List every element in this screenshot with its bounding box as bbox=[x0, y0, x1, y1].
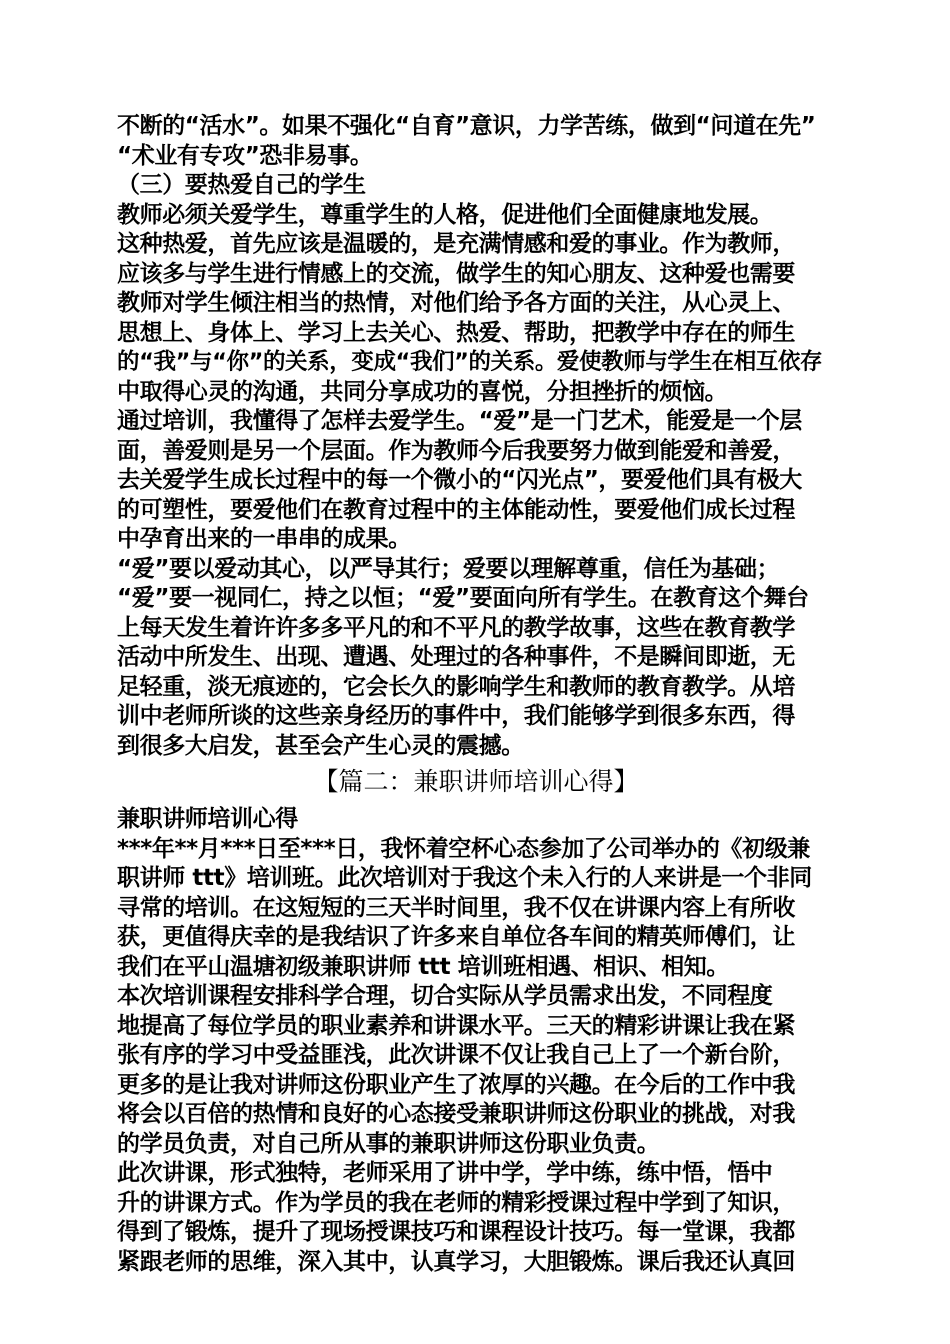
text-line: 获，更值得庆幸的是我结识了许多来自单位各车间的精英师傅们，让 bbox=[117, 924, 796, 950]
text-line: 这种热爱，首先应该是温暖的，是充满情感和爱的事业。作为教师， bbox=[117, 231, 796, 257]
text-line: 本次培训课程安排科学合理，切合实际从学员需求出发，不同程度 bbox=[117, 983, 773, 1009]
text-line: “爱”要以爱动其心，以严导其行；爱要以理解尊重，信任为基础； bbox=[117, 555, 780, 582]
text-line: 的学员负责，对自己所从事的兼职讲师这份职业负责。 bbox=[117, 1130, 660, 1157]
text-line: 应该多与学生进行情感上的交流，做学生的知心朋友、这种爱也需要 bbox=[117, 260, 796, 287]
text-line: 的“我”与“你”的关系，变成“我们”的关系。爱使教师与学生在相互依存 bbox=[117, 349, 823, 375]
document-page bbox=[117, 112, 835, 1277]
text-line: 张有序的学习中受益匪浅，此次讲课不仅让我自己上了一个新台阶， bbox=[117, 1042, 796, 1068]
text-line: 中取得心灵的沟通，共同分享成功的喜悦，分担挫折的烦恼。 bbox=[117, 378, 728, 405]
text-line: 面，善爱则是另一个层面。作为教师今后我要努力做到能爱和善爱， bbox=[117, 437, 796, 464]
text-line: 职讲师 ttt》培训班。此次培训对于我这个未入行的人来讲是一个非同 bbox=[117, 865, 812, 891]
text-line: “术业有专攻”恐非易事。 bbox=[117, 142, 373, 169]
part2-body bbox=[117, 805, 835, 1277]
text-line: 活动中所发生、出现、遭遇、处理过的各种事件，不是瞬间即逝，无 bbox=[117, 644, 796, 670]
text-line: 的可塑性，要爱他们在教育过程中的主体能动性，要爱他们成长过程 bbox=[117, 496, 796, 523]
section-subheading: （三）要热爱自己的学生 bbox=[117, 172, 366, 198]
text-line: 得到了锻炼，提升了现场授课技巧和课程设计技巧。每一堂课，我都 bbox=[117, 1219, 796, 1245]
text-line: 上每天发生着许许多多平凡的和不平凡的教学故事，这些在教育教学 bbox=[117, 614, 796, 641]
text-line: 地提高了每位学员的职业素养和讲课水平。三天的精彩讲课让我在紧 bbox=[117, 1012, 796, 1039]
text-line: 去关爱学生成长过程中的每一个微小的“闪光点”，要爱他们具有极大 bbox=[117, 467, 802, 493]
text-line: 我们在平山温塘初级兼职讲师 ttt 培训班相遇、相识、相知。 bbox=[117, 953, 729, 980]
text-line: 不断的“活水”。如果不强化“自育”意识，力学苦练，做到“问道在先” bbox=[117, 113, 816, 139]
text-line: 此次讲课，形式独特，老师采用了讲中学，学中练，练中悟，悟中 bbox=[117, 1160, 773, 1186]
article-title: 兼职讲师培训心得 bbox=[117, 806, 298, 832]
part1-body bbox=[117, 112, 835, 761]
text-line: 教师对学生倾注相当的热情，对他们给予各方面的关注，从心灵上、 bbox=[117, 290, 796, 316]
text-line: ***年**月***日至***日，我怀着空杯心态参加了公司举办的《初级兼 bbox=[117, 835, 810, 862]
text-line: 寻常的培训。在这短短的三天半时间里，我不仅在讲课内容上有所收 bbox=[117, 894, 796, 921]
text-line: 将会以百倍的热情和良好的心态接受兼职讲师这份职业的挑战，对我 bbox=[117, 1101, 796, 1127]
text-line: 足轻重，淡无痕迹的，它会长久的影响学生和教师的教育教学。从培 bbox=[117, 673, 796, 700]
text-line: 升的讲课方式。作为学员的我在老师的精彩授课过程中学到了知识， bbox=[117, 1189, 796, 1216]
text-line: 紧跟老师的思维，深入其中，认真学习，大胆锻炼。课后我还认真回 bbox=[117, 1248, 796, 1275]
chapter-heading: 【篇二：兼职讲师培训心得】 bbox=[313, 767, 639, 796]
text-line: 训中老师所谈的这些亲身经历的事件中，我们能够学到很多东西，得 bbox=[117, 703, 796, 729]
text-line: 更多的是让我对讲师这份职业产生了浓厚的兴趣。在今后的工作中我 bbox=[117, 1071, 796, 1098]
text-line: 教师必须关爱学生，尊重学生的人格，促进他们全面健康地发展。 bbox=[117, 201, 773, 228]
text-line: 到很多大启发，甚至会产生心灵的震撼。 bbox=[117, 732, 524, 759]
text-line: 通过培训，我懂得了怎样去爱学生。“爱”是一门艺术，能爱是一个层 bbox=[117, 408, 802, 434]
text-line: 思想上、身体上、学习上去关心、热爱、帮助，把教学中存在的师生 bbox=[117, 319, 796, 346]
text-line: 中孕育出来的一串串的成果。 bbox=[117, 526, 411, 552]
text-line: “爱”要一视同仁，持之以恒；“爱”要面向所有学生。在教育这个舞台 bbox=[117, 585, 809, 611]
